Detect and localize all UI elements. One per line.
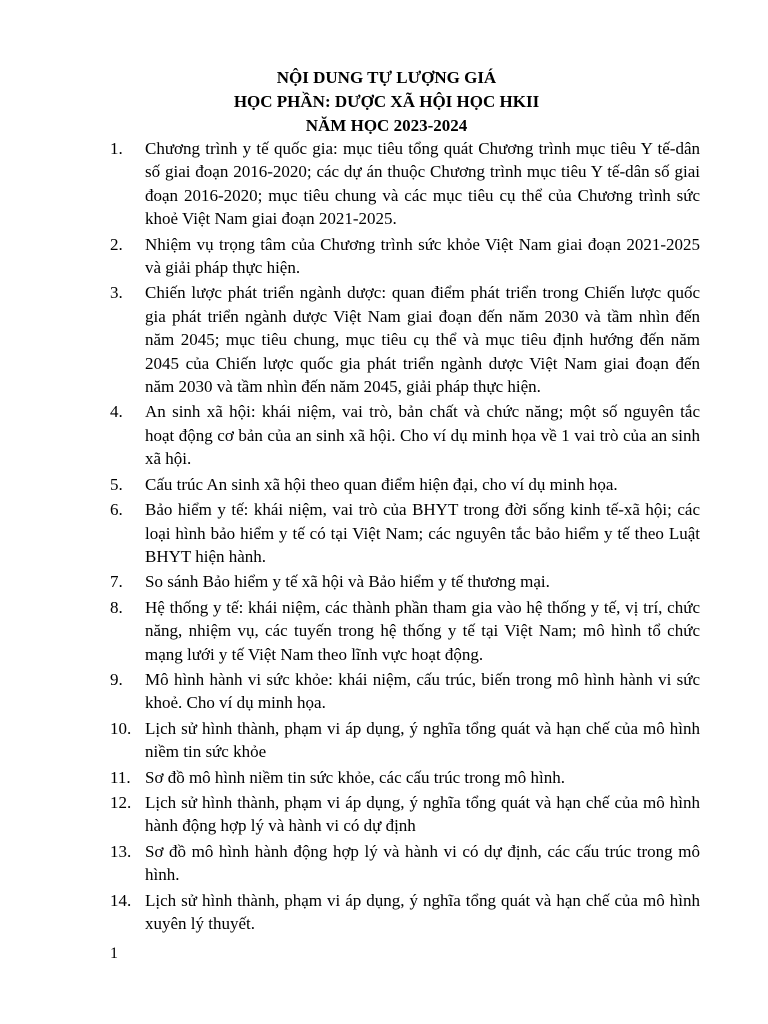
- title-line-3: NĂM HỌC 2023-2024: [305, 116, 468, 135]
- list-item: [110, 400, 700, 470]
- list-item: [110, 233, 700, 280]
- item-number: 3.: [110, 283, 123, 303]
- list-item: [110, 596, 700, 666]
- list-item: [110, 668, 700, 715]
- list-item: [110, 889, 700, 936]
- title-line-1: NỘI DUNG TỰ LƯỢNG GIÁ: [276, 68, 497, 87]
- list-item: [110, 473, 700, 496]
- item-number: 10.: [110, 718, 132, 738]
- list-item: [110, 137, 700, 231]
- topic-list: [110, 137, 700, 937]
- item-text: Sơ đồ mô hình hành động hợp lý và hành vi có dự định, các cấu trúc trong mô hình.: [145, 841, 700, 885]
- item-text: Cấu trúc An sinh xã hội theo quan điểm hiện đại, cho ví dụ minh họa.: [145, 474, 618, 494]
- item-text: Sơ đồ mô hình niềm tin sức khỏe, các cấu trúc trong mô hình.: [145, 767, 565, 787]
- item-number: 5.: [110, 474, 123, 494]
- list-item: [110, 717, 700, 764]
- item-text: Lịch sử hình thành, phạm vi áp dụng, ý nghĩa tổng quát và hạn chế của mô hình niềm tin sức khỏe: [145, 718, 700, 762]
- document-title: [0, 66, 768, 138]
- item-number: 9.: [110, 669, 123, 689]
- item-number: 6.: [110, 500, 123, 520]
- item-text: Nhiệm vụ trọng tâm của Chương trình sức khỏe Việt Nam giai đoạn 2021-2025 và giải pháp thực hiện.: [145, 234, 700, 278]
- item-text: Bảo hiểm y tế: khái niệm, vai trò của BHYT trong đời sống kinh tế-xã hội; các loại hình bảo hiểm y tế có tại Việt Nam; các nguyên tắc bảo hiểm y tế theo Luật BHYT hiện hành.: [145, 500, 700, 566]
- item-number: 1.: [110, 139, 123, 158]
- item-text: Mô hình hành vi sức khỏe: khái niệm, cấu trúc, biến trong mô hình hành vi sức khoẻ. Cho ví dụ minh họa.: [145, 669, 700, 713]
- item-text: Hệ thống y tế: khái niệm, các thành phần tham gia vào hệ thống y tế, vị trí, chức năng, nhiệm vụ, các tuyến trong hệ thống y tế tại Việt Nam; mô hình tổ chức mạng lưới y tế Việt Nam theo lĩnh vực hoạt động.: [145, 597, 700, 664]
- list-item: [110, 498, 700, 568]
- item-number: 4.: [110, 402, 123, 422]
- list-item: [110, 840, 700, 887]
- title-line-2: HỌC PHẦN: DƯỢC XÃ HỘI HỌC HKII: [233, 92, 540, 111]
- list-item: [110, 281, 700, 398]
- list-item: [110, 570, 700, 593]
- item-number: 7.: [110, 572, 123, 592]
- item-number: 11.: [110, 767, 131, 787]
- item-number: 2.: [110, 234, 123, 254]
- item-text: Chiến lược phát triển ngành dược: quan điểm phát triển trong Chiến lược quốc gia phát triển ngành dược Việt Nam giai đoạn đến năm 2030 và tầm nhìn đến năm 2045; mục tiêu chung, mục tiêu cụ thể và mục tiêu định hướng đến năm 2045 của Chiến lược quốc gia phát triển ngành dược Việt Nam giai đoạn đến năm 2030 và tầm nhìn đến năm 2045, giải pháp thực hiện.: [145, 283, 700, 397]
- item-number: 8.: [110, 597, 123, 617]
- item-number: 14.: [110, 890, 132, 910]
- page-number: 1: [110, 945, 118, 962]
- list-item: [110, 766, 700, 789]
- list-item: [110, 791, 700, 838]
- item-number: 13.: [110, 841, 132, 861]
- item-text: Lịch sử hình thành, phạm vi áp dụng, ý nghĩa tổng quát và hạn chế của mô hình hành động hợp lý và hành vi có dự định: [145, 792, 700, 836]
- item-text: An sinh xã hội: khái niệm, vai trò, bản chất và chức năng; một số nguyên tắc hoạt động cơ bản của an sinh xã hội. Cho ví dụ minh họa về 1 vai trò của an sinh xã hội.: [145, 402, 700, 469]
- item-text: Lịch sử hình thành, phạm vi áp dụng, ý nghĩa tổng quát và hạn chế của mô hình xuyên lý thuyết.: [145, 890, 700, 933]
- item-text: Chương trình y tế quốc gia: mục tiêu tổng quát Chương trình mục tiêu Y tế-dân số giai đoạn 2016-2020; các dự án thuộc Chương trình mục tiêu Y tế-dân số giai đoạn 2016-2020; mục tiêu chung và các mục tiêu cụ thể của Chương trình sức khoẻ Việt Nam giai đoạn 2021-2025.: [145, 139, 700, 229]
- item-number: 12.: [110, 792, 132, 812]
- item-text: So sánh Bảo hiểm y tế xã hội và Bảo hiểm y tế thương mại.: [145, 572, 550, 592]
